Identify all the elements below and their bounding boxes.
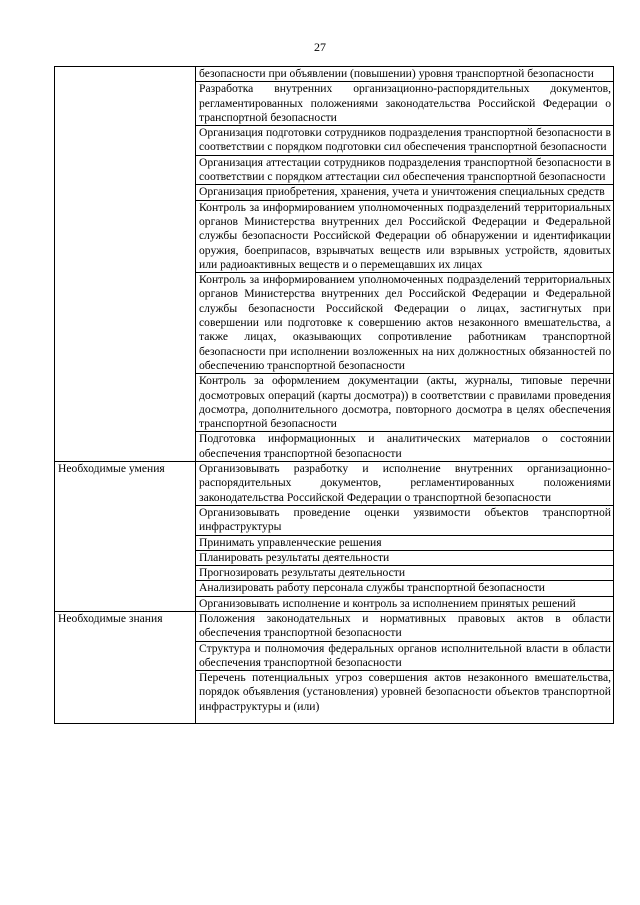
cell-text: Разработка внутренних организационно-распорядительных документов, регламентированных положениями законодательства Российской Федерации о транспортной безопасности	[199, 82, 611, 124]
row-label-skills: Необходимые умения	[55, 462, 196, 612]
table-cell	[196, 535, 614, 550]
cell-text: Организация аттестации сотрудников подразделения транспортной безопасности в соответствии с порядком аттестации сил обеспечения транспортной безопасности	[199, 155, 611, 184]
table-cell	[196, 200, 614, 272]
cell-text: Положения законодательных и нормативных правовых актов в области обеспечения транспортной безопасности	[199, 611, 611, 640]
cell-text: Структура и полномочия федеральных органов исполнительной власти в области обеспечения транспортной безопасности	[199, 641, 611, 669]
row-label	[55, 67, 196, 462]
table-cell	[196, 273, 614, 374]
table-cell	[196, 611, 614, 641]
cell-text: Организация приобретения, хранения, учета и уничтожения специальных средств	[199, 185, 605, 199]
cell-text: Организация подготовки сотрудников подразделения транспортной безопасности в соответствии с порядком подготовки сил обеспечения транспортной безопасности	[199, 126, 611, 154]
cell-text: Планировать результаты деятельности	[199, 550, 390, 564]
table-cell	[196, 155, 614, 185]
table-row	[55, 67, 614, 82]
cell-text: Подготовка информационных и аналитических материалов о состоянии обеспечения транспортной безопасности	[199, 432, 611, 460]
table-cell	[196, 462, 614, 506]
cell-text: Контроль за оформлением документации (акты, журналы, типовые перечни досмотровых операций (карты досмотра)) в соответствии с правилами проведения досмотра, дополнительного досмотра, повторного досмотра в целях обеспечения транспортной безопасности	[199, 374, 611, 431]
cell-text: Перечень потенциальных угроз совершения актов незаконного вмешательства, порядок объявления (установления) уровней безопасности объектов транспортной инфраструктуры и (или)	[199, 671, 611, 713]
cell-text: Контроль за информированием уполномоченных подразделений территориальных органов Министерства внутренних дел Российской Федерации и Федеральной службы безопасности Российской Федерации о лицах, застигнутых при совершении или подготовке к совершению актов незаконного вмешательства, а также лицах, оказывающих сопротивление работникам транспортной безопасности при исполнении возложенных на них должностных обязанностей по обеспечению транспортной безопасности	[199, 273, 611, 372]
cell-text: Организовывать проведение оценки уязвимости объектов транспортной инфраструктуры	[199, 505, 611, 534]
table-cell	[196, 432, 614, 462]
cell-text: Прогнозировать результаты деятельности	[199, 566, 406, 580]
table-cell	[196, 641, 614, 671]
cell-text: Принимать управленческие решения	[199, 535, 382, 549]
table-cell	[196, 505, 614, 535]
table-cell	[196, 581, 614, 596]
table-cell	[196, 671, 614, 724]
requirements-table	[54, 66, 614, 724]
table-row	[55, 611, 614, 641]
cell-text: Организовывать исполнение и контроль за исполнением принятых решений	[199, 596, 576, 610]
cell-text: Контроль за информированием уполномоченных подразделений территориальных органов Министерства внутренних дел Российской Федерации и Федеральной службы безопасности Российской Федерации об обнаружении и идентификации оружия, боеприпасов, взрывчатых веществ или взрывных устройств, ядовитых или радиоактивных веществ и о перемещавших их лицах	[199, 200, 611, 271]
row-label-knowledge: Необходимые знания	[55, 611, 196, 723]
cell-text: Анализировать работу персонала службы транспортной безопасности	[199, 581, 545, 595]
table-cell	[196, 82, 614, 126]
table-cell	[196, 126, 614, 156]
table-cell	[196, 596, 614, 611]
table-cell	[196, 185, 614, 200]
cell-text: безопасности при объявлении (повышении) уровня транспортной безопасности	[199, 67, 594, 80]
table-cell	[196, 374, 614, 432]
page-number: 27	[314, 40, 326, 54]
cell-text: Организовывать разработку и исполнение внутренних организационно-распорядительных документов, регламентированных положениями законодательства Российской Федерации о транспортной безопасности	[199, 462, 611, 504]
table-row	[55, 462, 614, 506]
table-cell	[196, 67, 614, 82]
table-cell	[196, 566, 614, 581]
table-cell	[196, 550, 614, 565]
